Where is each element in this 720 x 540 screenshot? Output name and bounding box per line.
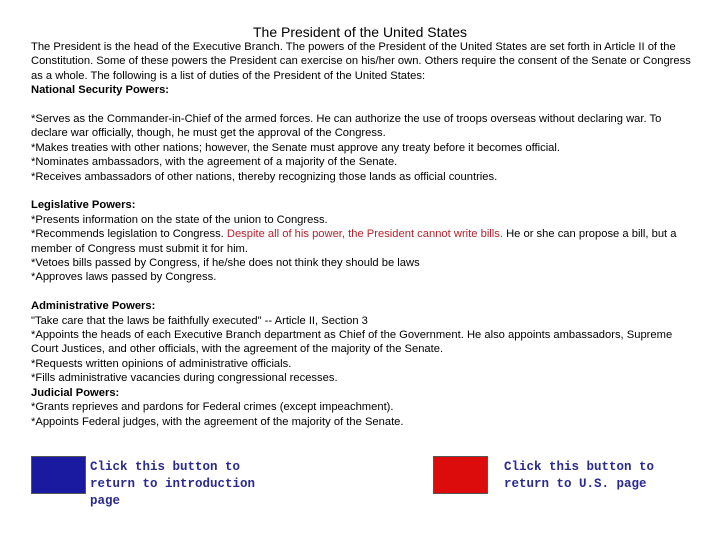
return-to-introduction-button[interactable]: [31, 456, 86, 494]
section-heading-judicial: Judicial Powers:: [31, 386, 120, 399]
legislative-item-text: He or she can propose a bill, but a member of Congress must submit it for him.: [31, 228, 677, 255]
legislative-item-text: *Recommends legislation to Congress.: [31, 228, 227, 241]
legislative-item: *Vetoes bills passed by Congress, if he/she does not think they should be laws: [31, 257, 420, 270]
legislative-item: *Approves laws passed by Congress.: [31, 271, 217, 284]
administrative-item: *Appoints the heads of each Executive Branch department as Chief of the Government. He also appoints ambassadors, Supreme Court Justices, and other officials, with the agreement of the majority of the Senate.: [31, 329, 673, 356]
section-heading-legislative: Legislative Powers:: [31, 199, 136, 212]
administrative-item: *Fills administrative vacancies during congressional recesses.: [31, 372, 338, 385]
judicial-item: *Appoints Federal judges, with the agreement of the majority of the Senate.: [31, 415, 404, 428]
return-to-introduction-label: Click this button to return to introduction page: [90, 460, 256, 508]
section-heading-administrative: Administrative Powers:: [31, 300, 156, 313]
page-title: The President of the United States: [252, 24, 467, 40]
judicial-item: *Grants reprieves and pardons for Federal crimes (except impeachment).: [31, 401, 394, 414]
administrative-item: "Take care that the laws be faithfully executed" -- Article II, Section 3: [31, 314, 368, 327]
administrative-item: *Requests written opinions of administrative officials.: [31, 357, 292, 370]
national-security-item: *Nominates ambassadors, with the agreement of a majority of the Senate.: [31, 156, 398, 169]
national-security-item: *Makes treaties with other nations; however, the Senate must approve any treaty before it becomes official.: [31, 141, 560, 154]
legislative-item: *Presents information on the state of the union to Congress.: [31, 213, 328, 226]
document-body: [31, 40, 691, 429]
legislative-item: [31, 227, 691, 256]
national-security-item: *Receives ambassadors of other nations, thereby recognizing those lands as official countries.: [31, 170, 498, 183]
national-security-item: *Serves as the Commander-in-Chief of the armed forces. He can authorize the use of troops overseas without declaring war. To declare war officially, though, he must get the approval of the Congress.: [31, 113, 662, 140]
return-to-us-page-button[interactable]: [433, 456, 488, 494]
highlighted-note: Despite all of his power, the President cannot write bills.: [226, 228, 503, 241]
intro-paragraph: The President is the head of the Executive Branch. The powers of the President of the United States are set forth in Article II of the Constitution. Some of these powers the President can exercise on his/her own. Others require the consent of the Senate or Congress as a whole. The following is a list of duties of the President of the United States:: [31, 41, 691, 82]
return-to-us-page-label: Click this button to return to U.S. page: [504, 460, 655, 491]
section-heading-national-security: National Security Powers:: [31, 84, 170, 97]
